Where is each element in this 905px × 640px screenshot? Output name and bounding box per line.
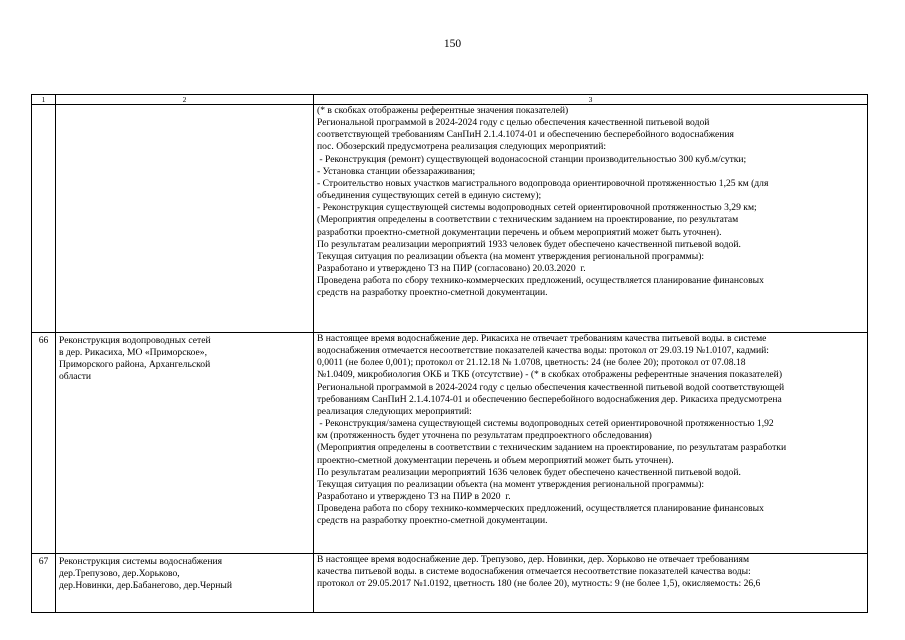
description-line: Разработано и утверждено ТЗ на ПИР (согласовано) 20.03.2020 г. <box>317 263 586 275</box>
object-name-cell <box>56 333 314 554</box>
description-line: Текущая ситуация по реализации объекта (на момент утверждения региональной программы): <box>317 250 705 262</box>
row-number <box>32 105 56 333</box>
description-line: средств на разработку проектно-сметной документации. <box>317 287 548 299</box>
description-line: средств на разработку проектно-сметной документации. <box>317 515 548 527</box>
description-line: Региональной программой в 2024-2024 году с целью обеспечения качественной питьевой водой соответствующей <box>317 381 785 393</box>
object-name-cell <box>56 105 314 333</box>
measures-table <box>31 94 868 613</box>
row-number: 66 <box>32 333 56 554</box>
object-name-line: Реконструкция водопроводных сетей <box>59 335 211 346</box>
description-line: реализация следующих мероприятий: <box>317 405 472 417</box>
description-line: объединения существующих сетей в единую систему); <box>317 190 542 202</box>
description-line: По результатам реализации мероприятий 1636 человек будет обеспечено качественной питьевой водой. <box>317 466 741 478</box>
description-line: В настоящее время водоснабжение дер. Рикасиха не отвечает требованиям качества питьевой воды. в системе <box>317 333 767 344</box>
description-line: пос. Обозерский предусмотрена реализация следующих мероприятий: <box>317 141 606 153</box>
description-line: - Строительство новых участков магистрального водопровода ориентировочной протяженностью 1,25 км (для <box>317 177 769 189</box>
table-row <box>32 105 868 333</box>
description-line: Проведена работа по сбору технико-коммерческих предложений, осуществляется планирование финансовых <box>317 503 764 515</box>
header-cell-3: 3 <box>314 95 868 105</box>
table-row <box>32 554 868 613</box>
description-line: - Реконструкция/замена существующей системы водопроводных сетей ориентировочной протяженностью 1,92 <box>317 418 774 430</box>
page-number: 150 <box>443 38 462 50</box>
description-line: №1.0409, микробиология ОКБ и ТКБ (отсутствие) - (* в скобках отображены референтные значения показателей) <box>317 369 783 381</box>
description-line: - Установка станции обеззараживания; <box>317 165 476 177</box>
description-line: разработки проектно-сметной документации перечень и объем мероприятий может быть уточнен). <box>317 226 722 238</box>
description-line: Разработано и утверждено ТЗ на ПИР в 2020 г. <box>317 491 511 503</box>
description-line: В настоящее время водоснабжение дер. Трепузово, дер. Новинки, дер. Хорьково не отвечает требованиям <box>317 554 750 565</box>
description-line: Региональной программой в 2024-2024 году с целью обеспечения качественной питьевой водой <box>317 117 710 129</box>
object-name-line: дер.Новинки, дер.Бабанегово, дер.Черный <box>59 580 232 592</box>
description-line: - Реконструкция (ремонт) существующей водонасосной станции производительностью 300 куб.м/сутки; <box>317 153 747 165</box>
description-line: 0,0011 (не более 0,001); протокол от 21.12.18 № 1.0708, цветность: 24 (не более 20); протокол от 07.08.18 <box>317 357 746 369</box>
description-line: соответствующей требованиям СанПиН 2.1.4.1074-01 и обеспечению бесперебойного водоснабжения <box>317 129 734 141</box>
object-name-line: дер.Трепузово, дер.Хорьково, <box>59 568 180 580</box>
description-line: (Мероприятия определены в соответствии с техническим заданием на проектирование, по результатам разработки <box>317 442 787 454</box>
description-line: водоснабжения отмечается несоответствие показателей качества воды: протокол от 29.03.19 №1.0107, кадмий: <box>317 345 769 357</box>
table-header-row <box>32 95 868 105</box>
table-row <box>32 333 868 554</box>
description-line: (Мероприятия определены в соответствии с техническим заданием на проектирование, по результатам <box>317 214 739 226</box>
description-line: (* в скобках отображены референтные значения показателей) <box>317 105 569 116</box>
object-name-line: области <box>59 371 92 383</box>
description-cell <box>314 105 868 333</box>
description-line: качества питьевой воды. в системе водоснабжения отмечается несоответствие показателей качества воды: <box>317 566 751 578</box>
description-line: - Реконструкция существующей системы водопроводных сетей ориентировочной протяженностью 3,29 км; <box>317 202 757 214</box>
object-name-cell <box>56 554 314 613</box>
description-cell <box>314 554 868 613</box>
description-line: Проведена работа по сбору технико-коммерческих предложений, осуществляется планирование финансовых <box>317 275 764 287</box>
description-line: проектно-сметной документации перечень и объем мероприятий может быть уточнен). <box>317 454 674 466</box>
row-number: 67 <box>32 554 56 613</box>
description-line: требованиям СанПиН 2.1.4.1074-01 и обеспечению бесперебойного водоснабжения дер. Рикасиха предусмотрена <box>317 393 782 405</box>
object-name-line: Реконструкция системы водоснабжения <box>59 556 222 567</box>
description-line: км (протяженность будет уточнена по результатам предпроектного обследования) <box>317 430 652 442</box>
description-line: Текущая ситуация по реализации объекта (на момент утверждения региональной программы): <box>317 478 705 490</box>
header-cell-1: 1 <box>32 95 56 105</box>
object-name-line: Приморского района, Архангельской <box>59 359 211 371</box>
description-line: протокол от 29.05.2017 №1.0192, цветность 180 (не более 20), мутность: 9 (не более 1,5), окисляемость: 26,6 <box>317 578 761 590</box>
header-cell-2: 2 <box>56 95 314 105</box>
description-line: По результатам реализации мероприятий 1933 человек будет обеспечено качественной питьевой водой. <box>317 238 741 250</box>
object-name-line: в дер. Рикасиха, МО «Приморское», <box>59 347 208 359</box>
description-cell <box>314 333 868 554</box>
